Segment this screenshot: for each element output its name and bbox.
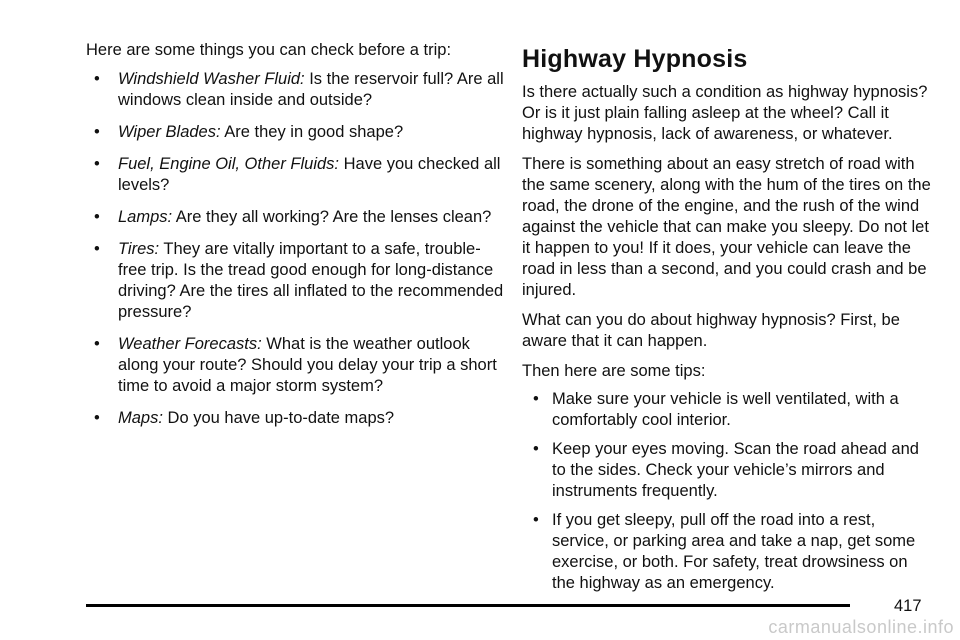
list-item: • Make sure your vehicle is well ventilated, with a comfortably cool interior. [533, 390, 899, 429]
paragraph: What can you do about highway hypnosis? First, be aware that it can happen. [522, 311, 900, 350]
item-text: Are they all working? Are the lenses clean? [175, 208, 492, 226]
list-item: • If you get sleepy, pull off the road into a rest, service, or parking area and take a nap, get some exercise, or both. For safety, treat drowsiness on the highway as an emergency. [533, 511, 916, 592]
page-number: 417 [894, 597, 922, 615]
trip-checklist [86, 69, 506, 429]
item-text: Have you checked all levels? [118, 155, 501, 194]
tip-text: Keep your eyes moving. Scan the road ahead and to the sides. Check your vehicle’s mirrors and instruments frequently. [552, 440, 919, 500]
paragraph: There is something about an easy stretch of road with the same scenery, along with the hum of the tires on the road, the drone of the engine, and the rush of the wind against the vehicle that can make you sleepy. Do not let it happen to you! If it does, your vehicle can leave the road in less than a second, and you could crash and be injured. [522, 155, 931, 299]
left-column [86, 40, 506, 440]
item-term: Weather Forecasts: [118, 335, 262, 353]
item-text: Is the reservoir full? Are all windows clean inside and outside? [118, 70, 504, 109]
tip-text: Make sure your vehicle is well ventilated, with a comfortably cool interior. [552, 390, 899, 429]
item-term: Lamps: [118, 208, 173, 226]
list-item: • Lamps: Are they all working? Are the lenses clean? [94, 208, 492, 226]
item-text: Are they in good shape? [224, 123, 404, 141]
list-item: • Windshield Washer Fluid: Is the reservoir full? Are all windows clean inside and outside? [94, 70, 504, 109]
item-term: Wiper Blades: [118, 123, 221, 141]
watermark: carmanualsonline.info [768, 617, 954, 637]
list-item: • Fuel, Engine Oil, Other Fluids: Have you checked all levels? [94, 155, 501, 194]
right-column [522, 40, 934, 602]
section-heading: Highway Hypnosis [522, 45, 748, 73]
item-text: What is the weather outlook along your route? Should you delay your trip a short time to avoid a major storm system? [118, 335, 497, 395]
list-item: • Weather Forecasts: What is the weather outlook along your route? Should you delay your trip a short time to avoid a major storm system? [94, 335, 497, 395]
footer-rule [86, 604, 850, 607]
item-text: Do you have up-to-date maps? [167, 409, 395, 427]
item-text: They are vitally important to a safe, trouble-free trip. Is the tread good enough for long-distance driving? Are the tires all inflated to the recommended pressure? [118, 240, 504, 321]
paragraph: Is there actually such a condition as highway hypnosis? Or is it just plain falling asleep at the wheel? Call it highway hypnosis, lack of awareness, or whatever. [522, 83, 928, 143]
list-item: • Wiper Blades: Are they in good shape? [94, 123, 404, 141]
tips-list [522, 389, 934, 594]
list-item: • Tires: They are vitally important to a safe, trouble-free trip. Is the tread good enough for long-distance driving? Are the tires all inflated to the recommended pressure? [94, 240, 504, 321]
list-item: • Keep your eyes moving. Scan the road ahead and to the sides. Check your vehicle’s mirrors and instruments frequently. [533, 440, 919, 500]
tip-text: If you get sleepy, pull off the road into a rest, service, or parking area and take a nap, get some exercise, or both. For safety, treat drowsiness on the highway as an emergency. [552, 511, 916, 592]
paragraph: Then here are some tips: [522, 362, 706, 380]
item-term: Maps: [118, 409, 163, 427]
list-item: • Maps: Do you have up-to-date maps? [94, 409, 395, 427]
item-term: Tires: [118, 240, 160, 258]
item-term: Windshield Washer Fluid: [118, 70, 305, 88]
checklist-intro: Here are some things you can check before a trip: [86, 41, 452, 59]
item-term: Fuel, Engine Oil, Other Fluids: [118, 155, 340, 173]
